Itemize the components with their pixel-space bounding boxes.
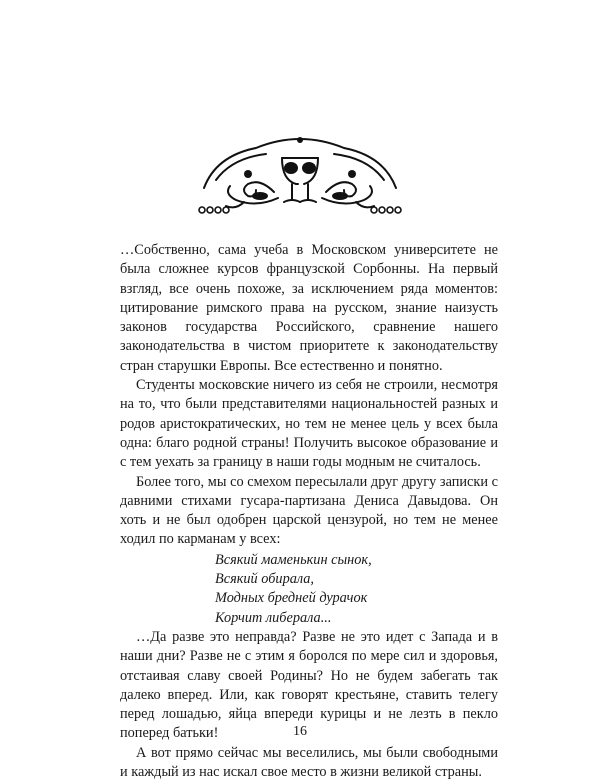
page-number: 16 (293, 724, 307, 739)
body-text (120, 241, 498, 782)
poem-line: Модных бредней дурачок (215, 590, 368, 607)
poem-quote (215, 551, 498, 628)
poem-line: Всякий маменькин сынок, (215, 551, 372, 568)
wine-glasses-vignette-icon (196, 128, 404, 224)
paragraph: Студенты московские ничего из себя не строили, несмотря на то, что были представителями национальностей разных и родов аристократических, но тем не менее цель у всех была одна: благо родной страны! Получить высокое образование и с тем уехать за границу в наши годы модным не считалось. (120, 377, 498, 471)
paragraph: …Да разве это неправда? Разве не это идет с Запада и в наши дни? Разве не с этим я боролся по мере сил и здоровья, отстаивая славу своей Родины? Но не будем забегать так далеко вперед. Или, как говорят крестьяне, ставить телегу перед лошадью, яйца впереди курицы и не лезть в пекло поперед батьки! (120, 628, 498, 742)
paragraph: А вот прямо сейчас мы веселились, мы были свободными и каждый из нас искал свое место в жизни великой страны. (120, 744, 498, 781)
poem-line: Корчит либерала... (215, 609, 332, 626)
paragraph: Более того, мы со смехом пересылали друг другу записки с давними стихами гусара-партизана Дениса Давыдова. Он хоть и не был одобрен царской цензурой, но тем не менее ходил по карманам у всех: (120, 473, 498, 548)
poem-line: Всякий обирала, (215, 571, 315, 588)
paragraph: …Собственно, сама учеба в Московском университете не была сложнее курсов французской Сорбонны. На первый взгляд, все очень похоже, за исключением ряда моментов: цитирование римского права на русском, знание наизусть законов государства Российского, сравнение нашего законодательства в чистом приоритете к законодательству стран старушки Европы. Все естественно и понятно. (120, 242, 498, 374)
